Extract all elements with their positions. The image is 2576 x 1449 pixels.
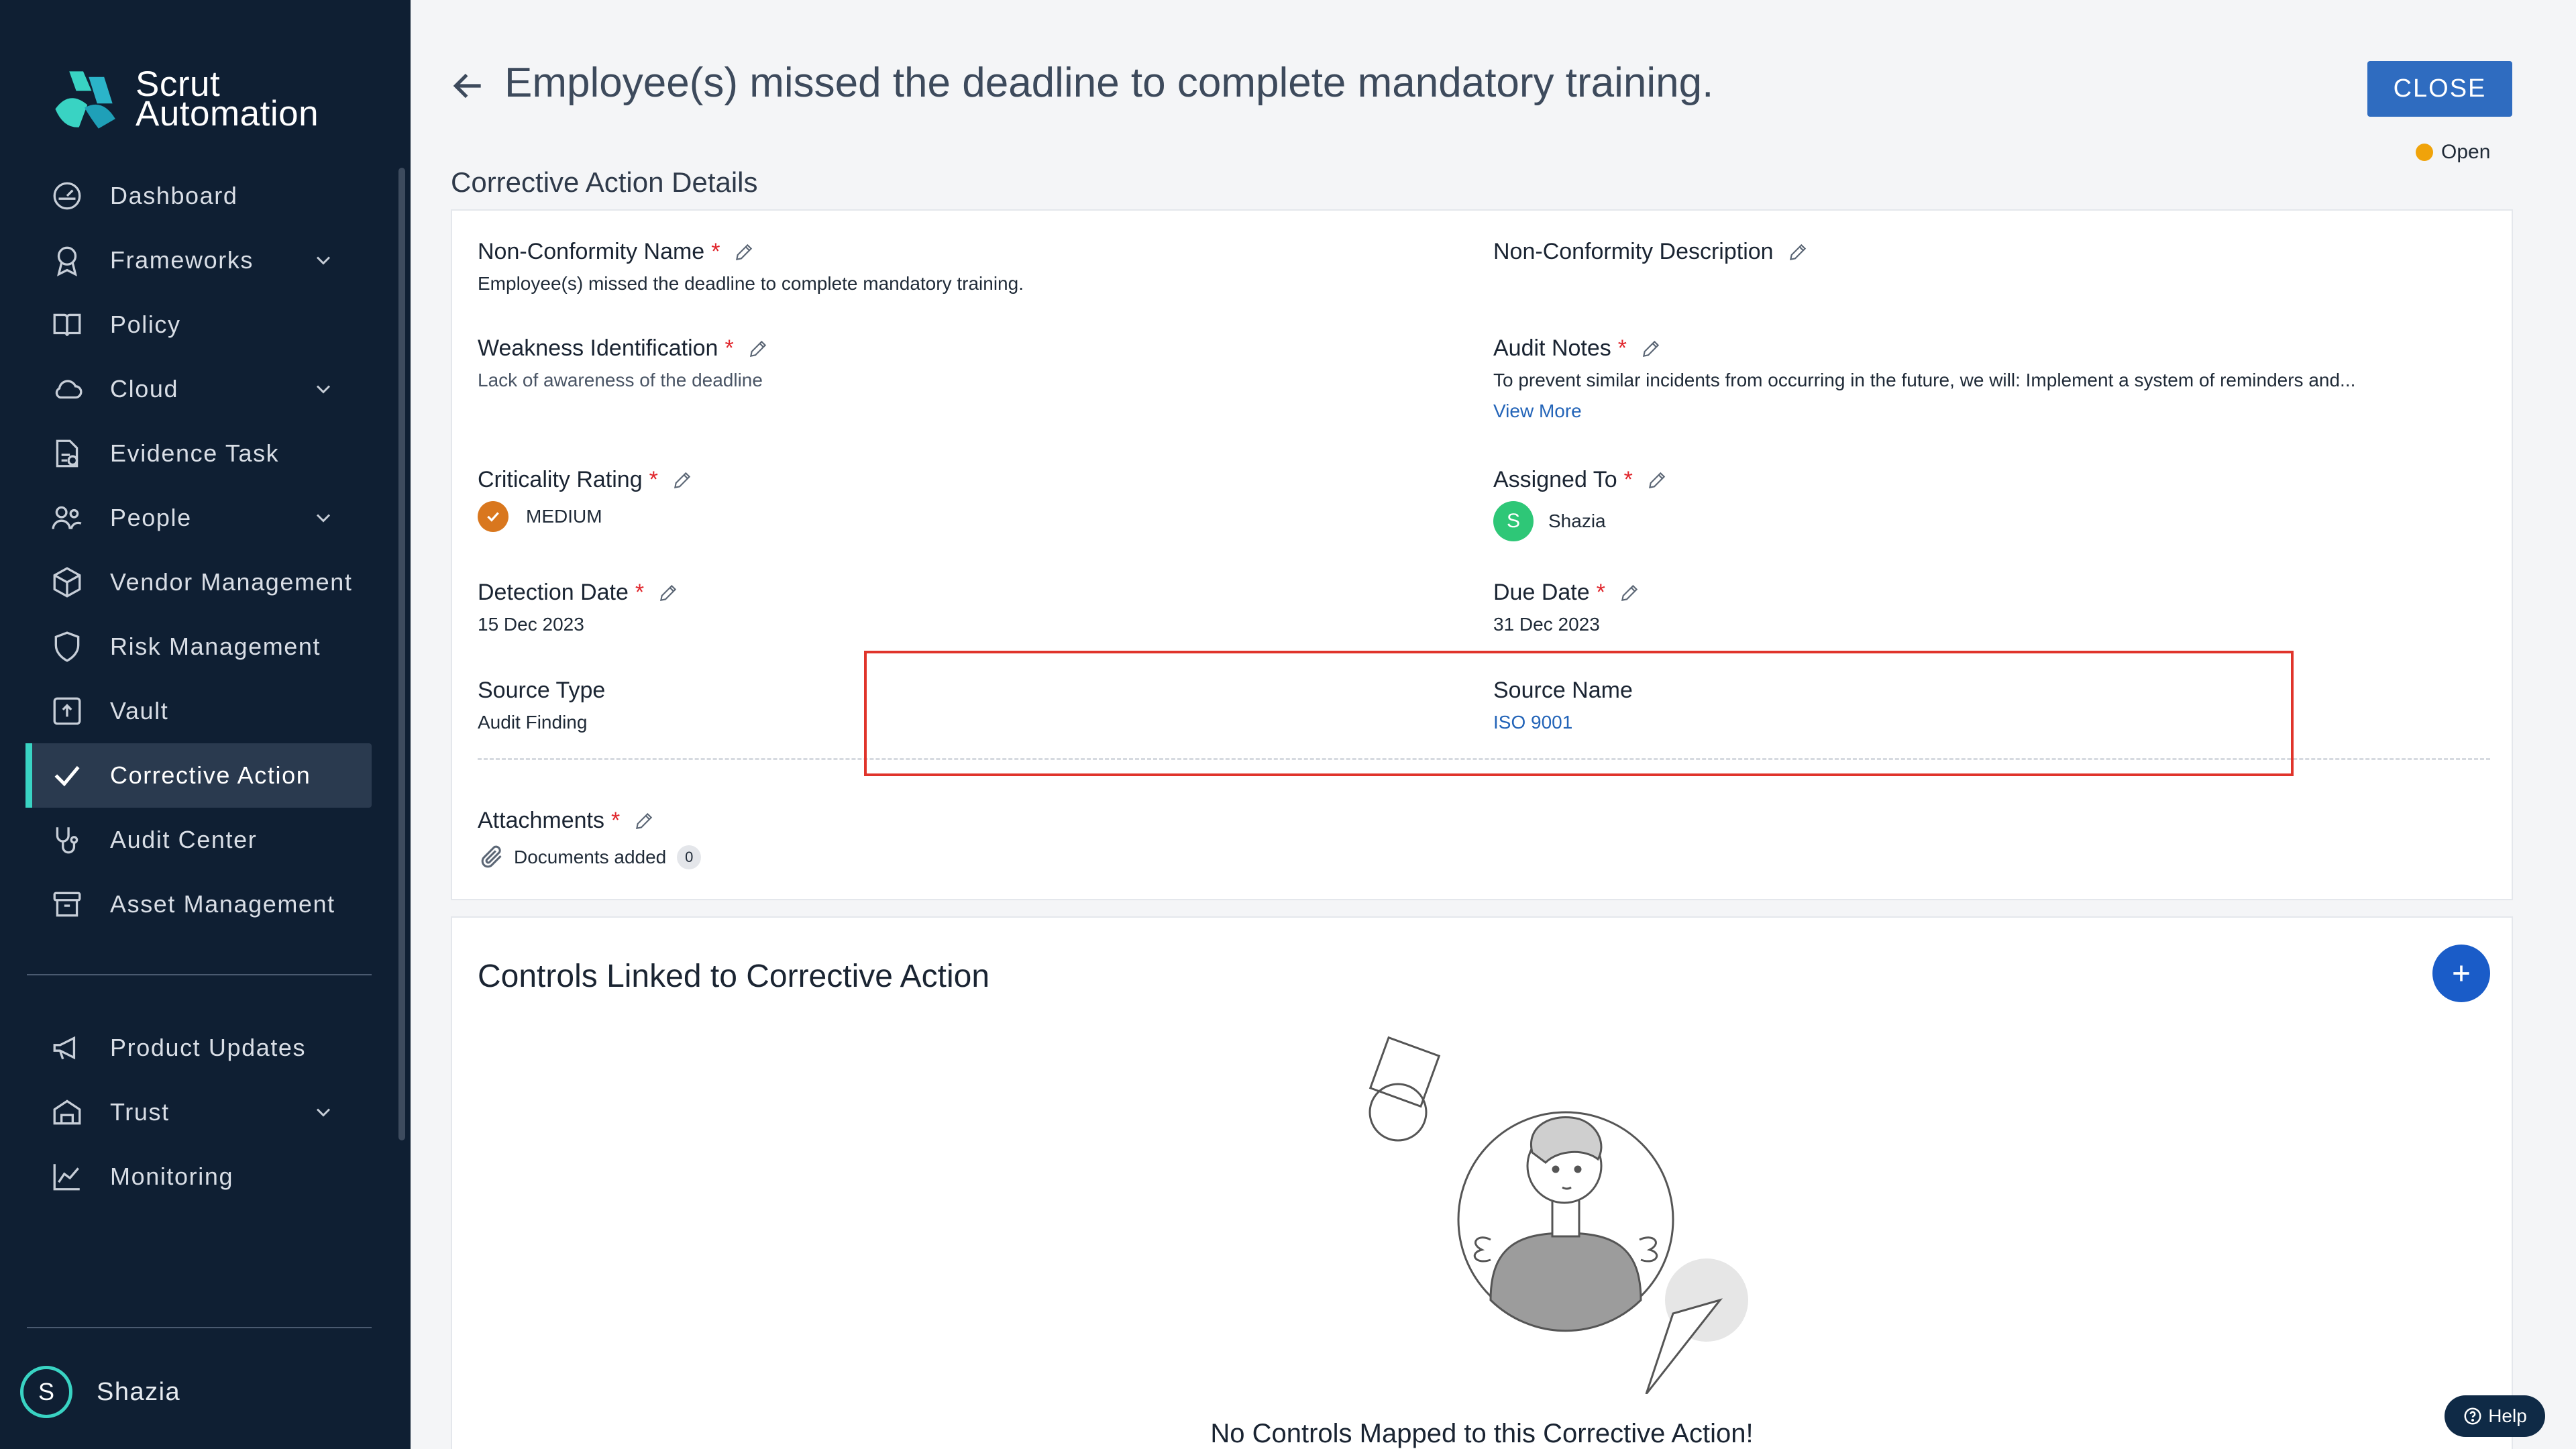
sidebar-item-product-updates[interactable]: [27, 1016, 372, 1080]
sidebar-item-label: Cloud: [110, 375, 179, 402]
nc-description-field: [1493, 239, 1809, 265]
source-name-link[interactable]: ISO 9001: [1493, 712, 1573, 733]
frameworks-icon: [50, 243, 85, 278]
scrut-logo-icon: [48, 64, 118, 134]
chevron-down-icon[interactable]: [311, 506, 335, 530]
edit-pencil-icon[interactable]: [633, 810, 655, 832]
shield-icon: [50, 629, 85, 664]
status-badge: [2416, 141, 2490, 164]
sidebar-item-audit-center[interactable]: [27, 808, 372, 872]
nc-description-label: Non-Conformity Description: [1493, 239, 1774, 264]
back-arrow-icon[interactable]: [449, 67, 487, 105]
trust-icon: [50, 1095, 85, 1130]
sidebar-item-trust[interactable]: [27, 1080, 372, 1144]
due-date-value: 31 Dec 2023: [1493, 614, 1600, 635]
assigned-to-field: [1493, 467, 1668, 541]
view-more-link[interactable]: View More: [1493, 400, 1582, 421]
field-label: [1493, 239, 1809, 265]
sidebar-item-label: Vault: [110, 697, 169, 724]
empty-state-message: No Controls Mapped to this Corrective Action!: [1210, 1419, 1754, 1448]
source-type-label: Source Type: [478, 678, 606, 703]
source-type-field: [478, 678, 605, 733]
criticality-label: Criticality Rating: [478, 467, 643, 492]
sidebar-item-corrective-action[interactable]: [27, 743, 372, 808]
brand-line-1: Scrut: [136, 64, 221, 104]
source-type-value: Audit Finding: [478, 712, 588, 733]
attachments-label: Attachments: [478, 808, 604, 833]
field-label: [478, 580, 679, 606]
main-content: [411, 0, 2576, 1449]
edit-pencil-icon[interactable]: [1640, 338, 1662, 360]
assignee: [1493, 501, 1668, 541]
chart-icon: [50, 1159, 85, 1194]
sidebar-item-asset-management[interactable]: [27, 872, 372, 936]
attachments-count-badge: 0: [677, 845, 701, 869]
required-marker: *: [1617, 335, 1627, 361]
vendor-icon: [50, 565, 85, 600]
audit-notes-value: To prevent similar incidents from occurring in the future, we will: Implement a system of reminders and...: [1493, 370, 2356, 390]
detection-date-value: 15 Dec 2023: [478, 614, 584, 635]
brand-logo[interactable]: [48, 64, 319, 134]
sidebar-item-label: Frameworks: [110, 246, 254, 274]
highlight-box: [864, 651, 2294, 776]
brand-line-2: Automation: [136, 94, 319, 133]
close-button[interactable]: CLOSE: [2367, 61, 2512, 117]
sidebar-item-label: Corrective Action: [110, 761, 311, 789]
source-name-label: Source Name: [1493, 678, 1633, 703]
criticality-value: [478, 501, 693, 532]
edit-pencil-icon[interactable]: [1787, 241, 1809, 263]
controls-title: Controls Linked to Corrective Action: [478, 959, 990, 994]
field-label: [1493, 335, 2355, 362]
sidebar-divider: [27, 974, 372, 975]
weakness-value: Lack of awareness of the deadline: [478, 370, 763, 390]
chevron-down-icon[interactable]: [311, 1100, 335, 1124]
question-circle-icon: [2463, 1406, 2483, 1426]
sidebar-item-label: People: [110, 504, 192, 531]
attachments-field: [478, 808, 701, 873]
assigned-to-label: Assigned To: [1493, 467, 1617, 492]
status-dot-icon: [2416, 144, 2433, 161]
field-label: [478, 335, 769, 362]
nc-name-value: Employee(s) missed the deadline to complete mandatory training.: [478, 273, 1024, 294]
cloud-icon: [50, 372, 85, 407]
required-marker: *: [610, 808, 621, 833]
sidebar-item-label: Product Updates: [110, 1034, 307, 1061]
required-marker: *: [711, 239, 720, 264]
sidebar-item-label: Monitoring: [110, 1163, 234, 1190]
stethoscope-icon: [50, 822, 85, 857]
nc-name-label: Non-Conformity Name: [478, 239, 705, 264]
field-label: [478, 467, 693, 493]
paperclip-icon: [478, 842, 508, 873]
user-profile[interactable]: [20, 1366, 180, 1418]
sidebar-item-label: Policy: [110, 311, 181, 338]
chevron-down-icon[interactable]: [311, 248, 335, 272]
field-label: [478, 678, 605, 704]
criticality-text: MEDIUM: [526, 506, 602, 527]
people-icon: [50, 500, 85, 535]
avatar: S: [1493, 501, 1534, 541]
field-label: [1493, 467, 1668, 493]
details-card: [451, 209, 2513, 900]
due-date-label: Due Date: [1493, 580, 1590, 605]
sidebar-item-label: Trust: [110, 1098, 170, 1126]
sidebar-item-vault[interactable]: [27, 679, 372, 743]
due-date-field: [1493, 580, 1640, 635]
attachments-value[interactable]: [478, 842, 701, 873]
required-marker: *: [1623, 467, 1633, 492]
dashboard-icon: [50, 178, 85, 213]
detection-date-field: [478, 580, 679, 635]
sidebar-item-label: Risk Management: [110, 633, 321, 660]
user-name: Shazia: [97, 1377, 181, 1406]
plus-icon: [2448, 960, 2475, 987]
megaphone-icon: [50, 1030, 85, 1065]
vault-icon: [50, 694, 85, 729]
edit-pencil-icon[interactable]: [672, 470, 693, 491]
archive-icon: [50, 887, 85, 922]
sidebar-divider: [27, 1327, 372, 1328]
add-control-button[interactable]: [2432, 945, 2490, 1002]
sidebar-item-label: Dashboard: [110, 182, 238, 209]
policy-icon: [50, 307, 85, 342]
sidebar-item-label: Audit Center: [110, 826, 258, 853]
controls-card: [451, 916, 2513, 1449]
edit-pencil-icon[interactable]: [733, 241, 755, 263]
sidebar-item-monitoring[interactable]: [27, 1144, 372, 1209]
required-marker: *: [649, 467, 658, 492]
sidebar-item-risk-management[interactable]: [27, 614, 372, 679]
detection-date-label: Detection Date: [478, 580, 629, 605]
sidebar-item-people[interactable]: [27, 486, 372, 550]
required-marker: *: [635, 580, 645, 605]
sidebar-item-dashboard[interactable]: [27, 164, 372, 228]
sidebar-secondary-nav: [27, 1016, 372, 1209]
help-label: Help: [2488, 1405, 2527, 1426]
sidebar-item-frameworks[interactable]: [27, 228, 372, 292]
nc-name-field: [478, 239, 1024, 294]
assignee-name: Shazia: [1548, 511, 1606, 531]
check-icon: [50, 758, 85, 793]
field-label: [478, 239, 1024, 265]
field-label: [1493, 580, 1640, 606]
weakness-label: Weakness Identification: [478, 335, 718, 361]
edit-pencil-icon[interactable]: [657, 582, 679, 604]
page-title: Employee(s) missed the deadline to complete mandatory training.: [504, 60, 1714, 106]
section-title: Corrective Action Details: [451, 166, 758, 198]
field-label: [478, 808, 701, 834]
sidebar: [0, 0, 411, 1449]
edit-pencil-icon[interactable]: [747, 338, 769, 360]
sidebar-item-policy[interactable]: [27, 292, 372, 357]
sidebar-item-cloud[interactable]: [27, 357, 372, 421]
edit-pencil-icon[interactable]: [1646, 470, 1668, 491]
audit-notes-field: [1493, 335, 2355, 422]
brand-name: [136, 64, 319, 133]
required-marker: *: [1596, 580, 1605, 605]
evidence-task-icon: [50, 436, 85, 471]
required-marker: *: [724, 335, 734, 361]
audit-notes-label: Audit Notes: [1493, 335, 1611, 361]
status-text: Open: [2441, 141, 2491, 163]
help-button[interactable]: [2445, 1395, 2545, 1437]
sidebar-item-label: Asset Management: [110, 890, 335, 918]
attachments-text: Documents added: [514, 847, 667, 867]
sidebar-item-vendor-management[interactable]: [27, 550, 372, 614]
sidebar-item-evidence-task[interactable]: [27, 421, 372, 486]
edit-pencil-icon[interactable]: [1619, 582, 1640, 604]
sidebar-item-label: Vendor Management: [110, 568, 353, 596]
check-circle-icon: [478, 501, 508, 532]
sidebar-item-label: Evidence Task: [110, 439, 280, 467]
sidebar-scrollbar[interactable]: [398, 168, 405, 1140]
avatar: S: [20, 1366, 72, 1418]
criticality-field: [478, 467, 693, 532]
sidebar-nav: [27, 164, 372, 936]
chevron-down-icon[interactable]: [311, 377, 335, 401]
empty-state-illustration: [1324, 1018, 1760, 1394]
weakness-field: [478, 335, 769, 391]
